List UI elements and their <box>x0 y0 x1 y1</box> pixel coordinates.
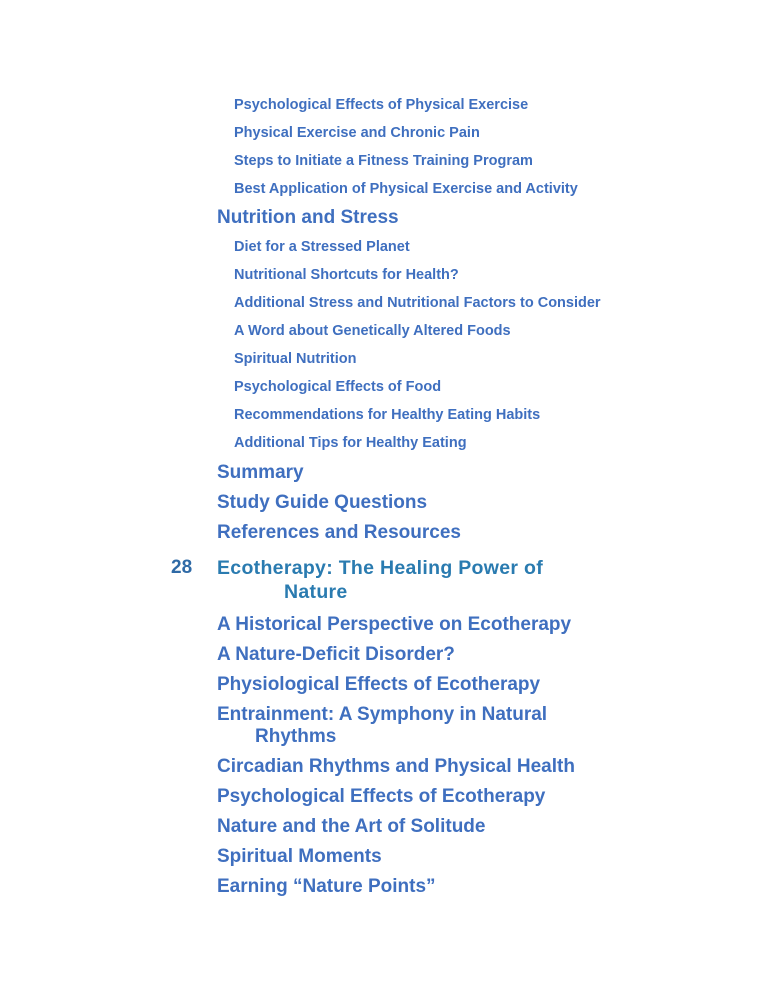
toc-section-entrainment-line2: Rhythms <box>255 726 337 747</box>
toc-section-entrainment[interactable] <box>217 704 547 748</box>
toc-entry-nutritional-shortcuts[interactable]: Nutritional Shortcuts for Health? <box>234 267 459 283</box>
toc-section-entrainment-line1: Entrainment: A Symphony in Natural <box>217 704 548 725</box>
chapter-title-line2: Nature <box>284 581 348 603</box>
toc-section-spiritual-moments[interactable]: Spiritual Moments <box>217 846 382 867</box>
chapter-title-line1: Ecotherapy: The Healing Power of <box>217 557 543 579</box>
toc-entry-psychological-effects-of-physical-exercise[interactable]: Psychological Effects of Physical Exercise <box>234 97 529 113</box>
toc-section-art-of-solitude[interactable]: Nature and the Art of Solitude <box>217 816 486 837</box>
toc-section-nature-deficit-disorder[interactable]: A Nature-Deficit Disorder? <box>217 644 455 665</box>
toc-section-psychological-effects-ecotherapy[interactable]: Psychological Effects of Ecotherapy <box>217 786 546 807</box>
toc-section-physiological-effects[interactable]: Physiological Effects of Ecotherapy <box>217 674 541 695</box>
toc-section-references-and-resources[interactable]: References and Resources <box>217 522 461 543</box>
toc-entry-physical-exercise-and-chronic-pain[interactable]: Physical Exercise and Chronic Pain <box>234 125 480 141</box>
toc-entry-diet-for-a-stressed-planet[interactable]: Diet for a Stressed Planet <box>234 239 410 255</box>
toc-entry-spiritual-nutrition[interactable]: Spiritual Nutrition <box>234 351 357 367</box>
toc-entry-psychological-effects-of-food[interactable]: Psychological Effects of Food <box>234 379 442 395</box>
toc-section-earning-nature-points[interactable]: Earning “Nature Points” <box>217 876 436 897</box>
toc-section-nutrition-and-stress[interactable]: Nutrition and Stress <box>217 207 399 228</box>
toc-section-circadian-rhythms[interactable]: Circadian Rhythms and Physical Health <box>217 756 575 777</box>
toc-entry-healthy-eating-tips[interactable]: Additional Tips for Healthy Eating <box>234 435 467 451</box>
chapter-title[interactable] <box>217 556 543 604</box>
toc-section-historical-perspective[interactable]: A Historical Perspective on Ecotherapy <box>217 614 572 635</box>
chapter-number: 28 <box>171 557 193 578</box>
toc-entry-best-application-of-exercise[interactable]: Best Application of Physical Exercise and Activity <box>234 181 578 197</box>
toc-entry-steps-to-initiate-fitness-program[interactable]: Steps to Initiate a Fitness Training Program <box>234 153 533 169</box>
toc-section-study-guide-questions[interactable]: Study Guide Questions <box>217 492 428 513</box>
toc-entry-additional-stress-nutritional-factors[interactable]: Additional Stress and Nutritional Factors to Consider <box>234 295 601 311</box>
toc-section-summary[interactable]: Summary <box>217 462 304 483</box>
toc-entry-genetically-altered-foods[interactable]: A Word about Genetically Altered Foods <box>234 323 511 339</box>
toc-entry-healthy-eating-recommendations[interactable]: Recommendations for Healthy Eating Habits <box>234 407 541 423</box>
